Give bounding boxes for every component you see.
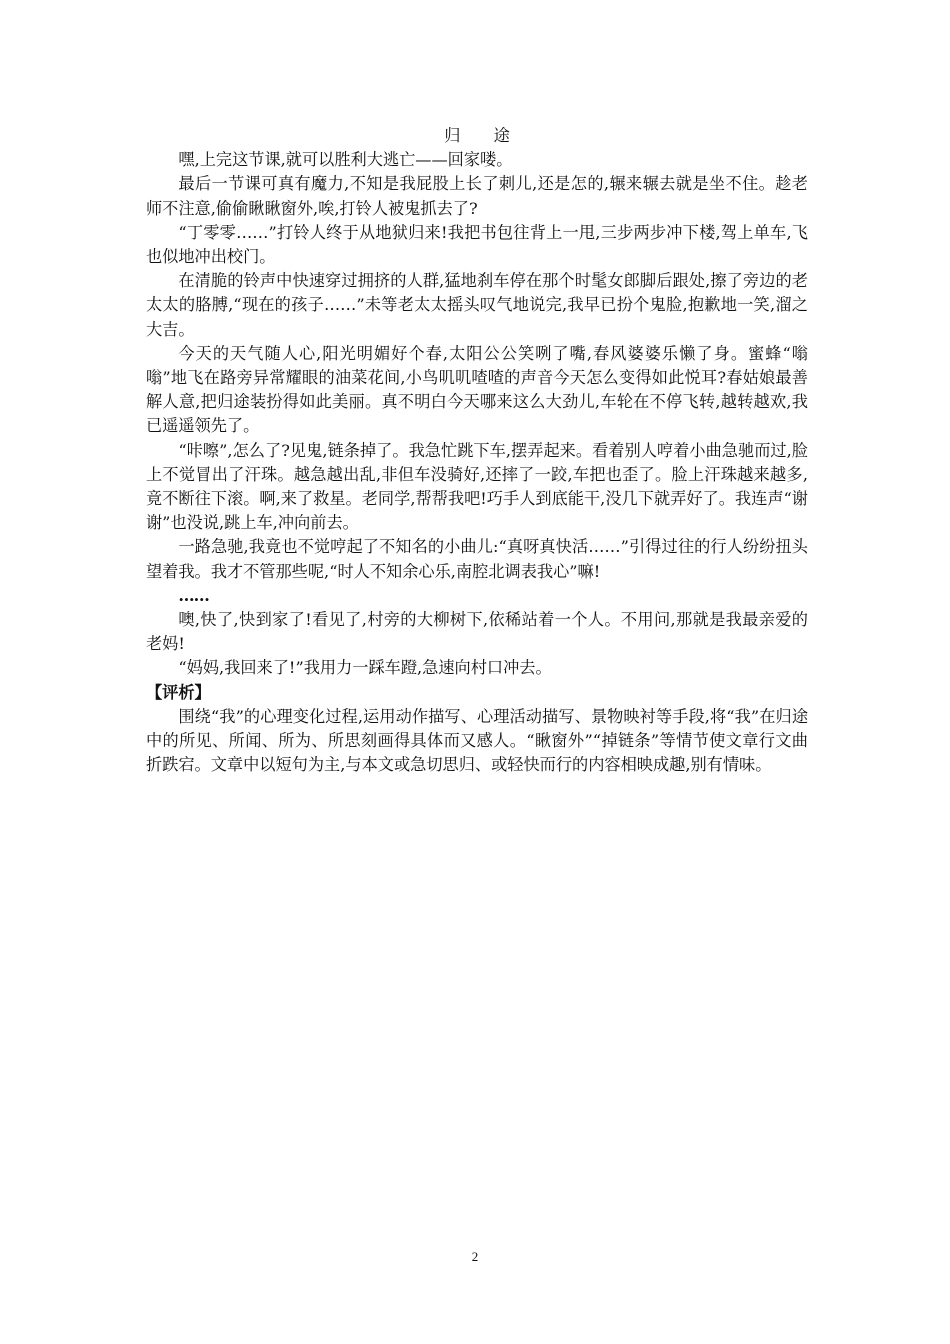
ellipsis-separator: …… [178,585,209,605]
page-title: 归 途 [444,126,524,145]
analysis-paragraph: 围绕“我”的心理变化过程,运用动作描写、心理活动描写、景物映衬等手段,将“我”在归途中的所见、所闻、所为、所思刻画得具体而又感人。“瞅窗外”“掉链条”等情节使文章行文曲折跌宕。文章中以短句为主,与本文或急切思归、或轻快而行的内容相映成趣,别有情味。 [146,706,808,775]
paragraph: 一路急驰,我竟也不觉哼起了不知名的小曲儿:“真呀真快活……”引得过往的行人纷纷扭头望着我。我才不管那些呢,“时人不知余心乐,南腔北调表我心”嘛! [146,537,808,581]
paragraph: “咔嚓”,怎么了?见鬼,链条掉了。我急忙跳下车,摆弄起来。看着别人哼着小曲急驰而过,脸上不觉冒出了汗珠。越急越出乱,非但车没骑好,还摔了一跤,车把也歪了。脸上汗珠越来越多,竟不断往下滚。啊,来了救星。老同学,帮帮我吧!巧手人到底能干,没几下就弄好了。我连声“谢谢”也没说,跳上车,冲向前去。 [146,440,808,533]
paragraph: 嘿,上完这节课,就可以胜利大逃亡——回家喽。 [178,150,513,170]
paragraph: “丁零零……”打铃人终于从地狱归来!我把书包往背上一甩,三步两步冲下楼,驾上单车,飞也似地冲出校门。 [146,222,808,267]
paragraph: “妈妈,我回来了!”我用力一踩车蹬,急速向村口冲去。 [178,658,552,678]
paragraph: 在清脆的铃声中快速穿过拥挤的人群,猛地刹车停在那个时髦女郎脚后跟处,擦了旁边的老太太的胳膊,“现在的孩子……”未等老太太摇头叹气地说完,我早已扮个鬼脸,抱歉地一笑,溜之大吉。 [146,271,808,339]
paragraph: 最后一节课可真有魔力,不知是我屁股上长了刺儿,还是怎的,辗来辗去就是坐不住。趁老师不注意,偷偷瞅瞅窗外,唉,打铃人被鬼抓去了? [146,174,808,218]
paragraph: 今天的天气随人心,阳光明媚好个春,太阳公公笑咧了嘴,春风婆婆乐懒了身。蜜蜂“嗡嗡”地飞在路旁异常耀眼的油菜花间,小鸟叽叽喳喳的声音今天怎么变得如此悦耳?春姑娘最善解人意,把归途装扮得如此美丽。真不明白今天哪来这么大劲儿,车轮在不停飞转,越转越欢,我已遥遥领先了。 [146,343,808,436]
paragraph: 噢,快了,快到家了!看见了,村旁的大柳树下,依稀站着一个人。不用问,那就是我最亲爱的老妈! [146,610,808,654]
analysis-heading: 【评析】 [146,682,211,702]
page-number: 2 [471,1249,479,1264]
document-body [146,124,808,777]
